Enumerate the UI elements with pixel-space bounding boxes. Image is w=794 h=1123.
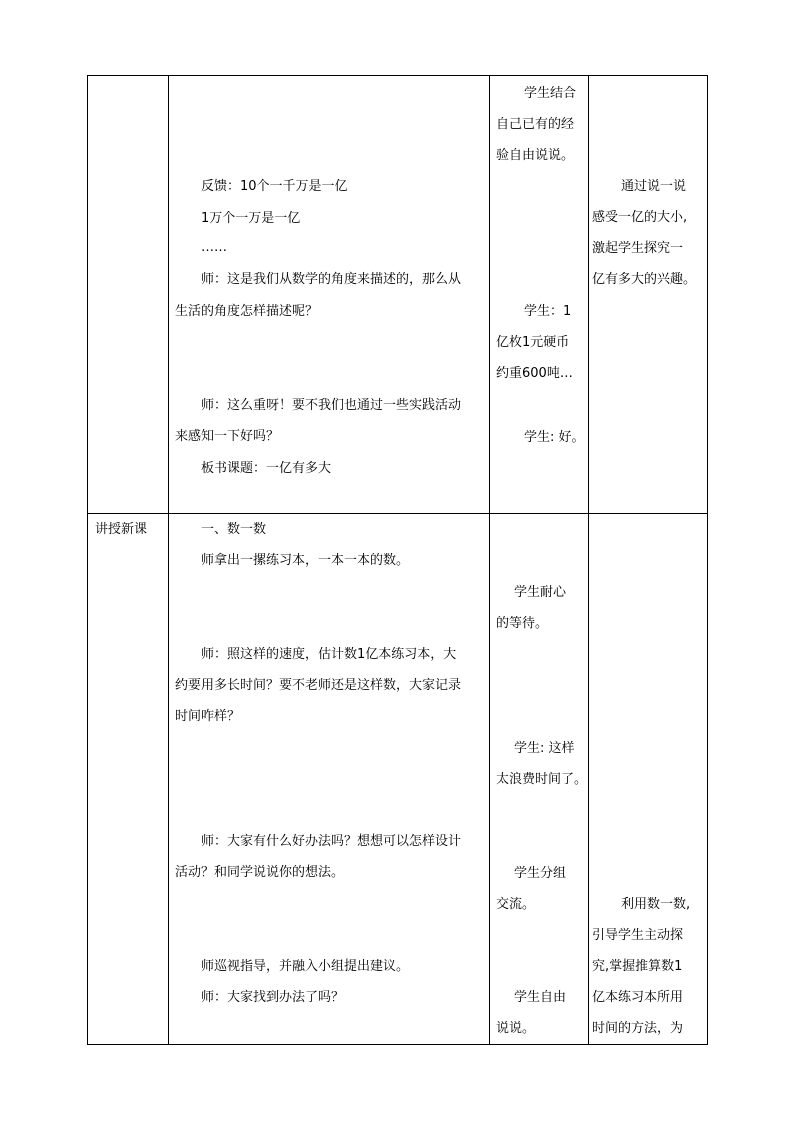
teacher-line: 1万个一万是一亿	[201, 211, 301, 226]
student-line: 亿枚1元硬币	[496, 335, 570, 350]
student-line: 学生分组	[514, 866, 567, 881]
teacher-line: 师：大家有什么好办法吗？想想可以怎样设计	[201, 834, 462, 849]
teacher-line: 来感知一下好吗？	[175, 429, 280, 444]
student-line: 学生: 好。	[524, 430, 585, 445]
design-intent-cell	[589, 514, 708, 1045]
intent-line: 引导学生主动探	[592, 928, 684, 943]
stage-label: 讲授新课	[95, 522, 148, 537]
teacher-line: 师巡视指导，并融入小组提出建议。	[201, 959, 410, 974]
teacher-line: 师：这么重呀！要不我们也通过一些实践活动	[201, 398, 462, 413]
design-intent-cell	[589, 76, 708, 514]
intent-line: 感受一亿的大小,	[592, 210, 688, 225]
student-activity-cell	[490, 76, 589, 514]
student-activity-cell	[490, 514, 589, 1045]
student-line: 的等待。	[496, 616, 549, 631]
teacher-line: 约要用多长时间？要不老师还是这样数，大家记录	[175, 678, 462, 693]
student-line: 学生耐心	[514, 585, 567, 600]
student-line: 学生：1	[524, 304, 572, 319]
teacher-activity-cell	[169, 514, 490, 1045]
intent-line: 通过说一说	[621, 179, 687, 194]
stage-cell	[88, 76, 169, 514]
intent-line: 激起学生探究一	[592, 241, 684, 256]
intent-line: 时间的方法，为	[592, 1021, 684, 1036]
lesson-plan-table	[87, 75, 708, 1045]
teacher-line: 反馈：10个一千万是一亿	[201, 179, 348, 194]
teacher-line: 师：这是我们从数学的角度来描述的，那么从	[201, 272, 462, 287]
student-line: 学生结合	[524, 86, 577, 101]
intent-line: 亿有多大的兴趣。	[592, 272, 697, 287]
student-line: 说说。	[496, 1021, 536, 1036]
table-row	[88, 514, 708, 1045]
student-line: 太浪费时间了。	[496, 772, 588, 787]
teacher-line: 生活的角度怎样描述呢？	[175, 304, 319, 319]
teacher-line: 一、数一数	[201, 522, 267, 537]
teacher-line: 时间咋样？	[175, 709, 241, 724]
intent-line: 究,掌握推算数1	[592, 959, 683, 974]
teacher-line: 师：照这样的速度，估计数1亿本练习本，大	[201, 647, 457, 662]
stage-cell	[88, 514, 169, 1045]
teacher-line: 师：大家找到办法了吗？	[201, 990, 345, 1005]
teacher-activity-cell	[169, 76, 490, 514]
student-line: 自己已有的经	[496, 117, 575, 132]
teacher-line: 活动？和同学说说你的想法。	[175, 865, 345, 880]
teacher-line: ……	[201, 240, 227, 255]
teacher-line: 师拿出一摞练习本，一本一本的数。	[201, 553, 410, 568]
student-line: 约重600吨…	[496, 366, 573, 381]
teacher-line: 板书课题：一亿有多大	[201, 461, 332, 476]
student-line: 学生: 这样	[514, 741, 575, 756]
intent-line: 亿本练习本所用	[592, 990, 684, 1005]
student-line: 学生自由	[514, 990, 567, 1005]
student-line: 交流。	[496, 897, 536, 912]
student-line: 验自由说说。	[496, 148, 575, 163]
table-row	[88, 76, 708, 514]
intent-line: 利用数一数,	[621, 897, 691, 912]
